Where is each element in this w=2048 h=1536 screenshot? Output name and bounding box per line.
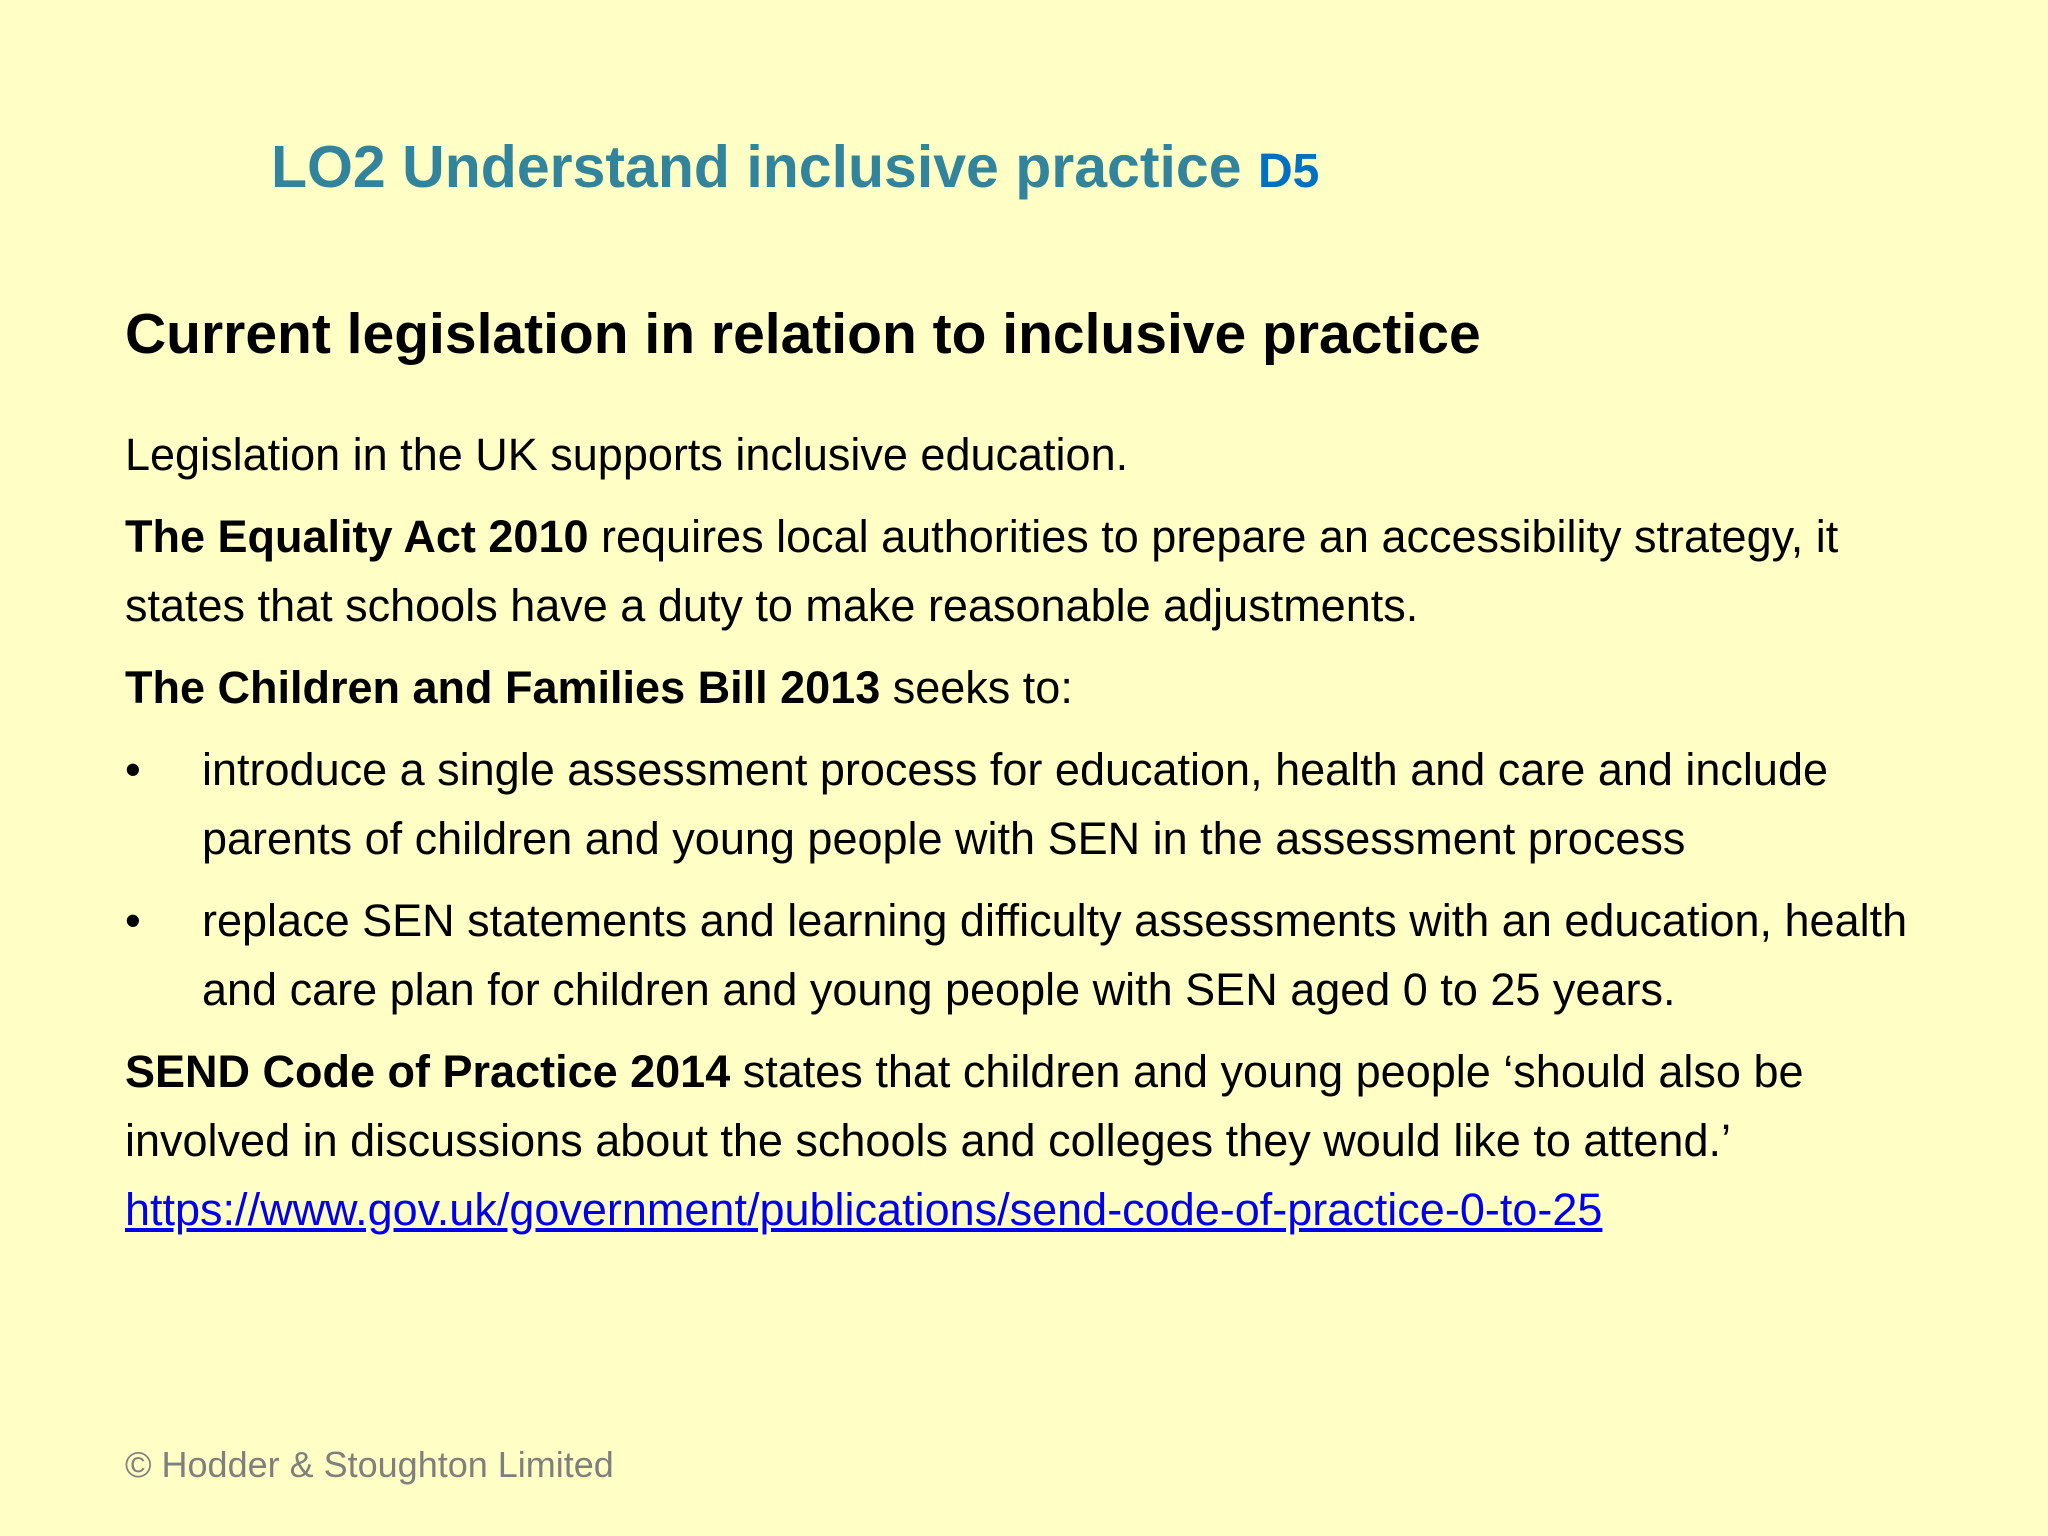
children-bill-title: The Children and Families Bill 2013 (125, 662, 881, 713)
send-code-link[interactable]: https://www.gov.uk/government/publications/send-code-of-practice-0-to-25 (125, 1184, 1603, 1235)
list-item (125, 735, 1925, 873)
bullet-icon: • (125, 744, 141, 795)
children-bill-paragraph (125, 653, 1925, 722)
send-code-text: states that children and young people ‘should also be involved in discussions about the schools and colleges they would like to attend.’ (125, 1046, 1804, 1166)
heading-code-badge: D5 (1257, 145, 1320, 198)
slide-heading (271, 128, 1319, 211)
heading-main-text: LO2 Understand inclusive practice (271, 134, 1258, 200)
slide-subtitle: Current legislation in relation to inclusive practice (125, 302, 1481, 366)
list-item-text: introduce a single assessment process for education, health and care and include parents of children and young people with SEN in the assessment process (202, 744, 1828, 864)
bullet-icon: • (125, 895, 141, 946)
equality-act-paragraph (125, 502, 1925, 640)
slide-content (125, 420, 1925, 1257)
intro-paragraph: Legislation in the UK supports inclusive education. (125, 429, 1129, 480)
equality-act-title: The Equality Act 2010 (125, 511, 589, 562)
list-item (125, 886, 1925, 1024)
children-bill-text: seeks to: (880, 662, 1073, 713)
children-bill-bullet-list (125, 735, 1925, 1024)
send-code-paragraph (125, 1037, 1925, 1244)
send-code-title: SEND Code of Practice 2014 (125, 1046, 731, 1097)
list-item-text: replace SEN statements and learning difficulty assessments with an education, health and care plan for children and young people with SEN aged 0 to 25 years. (202, 895, 1908, 1015)
copyright-notice: © Hodder & Stoughton Limited (125, 1444, 614, 1485)
equality-act-text: requires local authorities to prepare an accessibility strategy, it states that schools have a duty to make reasonable adjustments. (125, 511, 1839, 631)
